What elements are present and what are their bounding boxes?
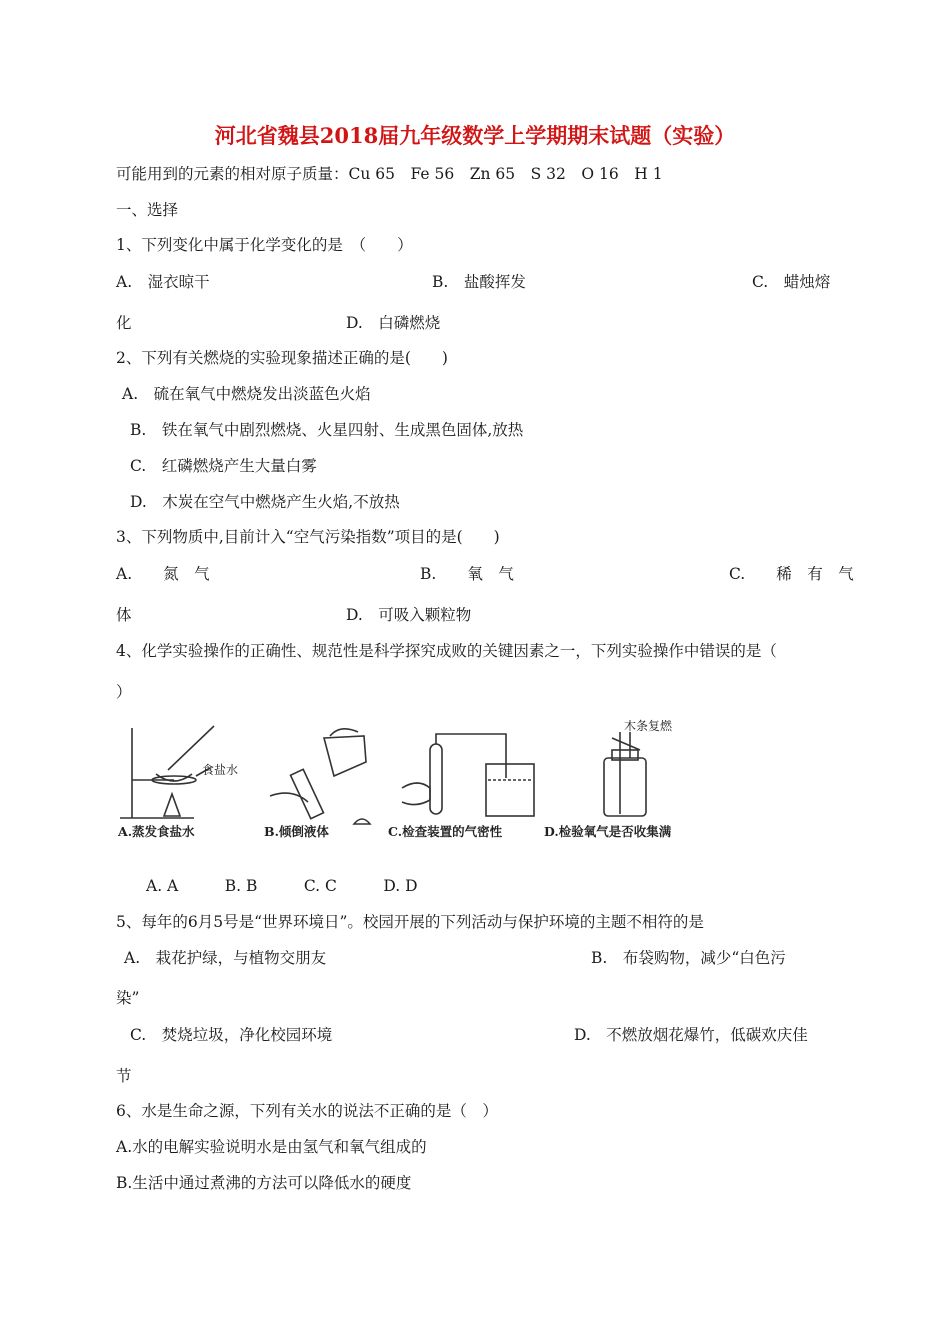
question-3-option-d: D. 可吸入颗粒物 xyxy=(346,606,472,624)
question-1-option-a: A. 湿衣晾干 xyxy=(116,273,210,291)
lab-operations-figure xyxy=(112,718,712,848)
page-title: 河北省魏县2018届九年级数学上学期期末试题（实验） xyxy=(214,123,736,148)
question-6-option-a: A.水的电解实验说明水是由氢气和氧气组成的 xyxy=(116,1138,427,1156)
question-5-option-d-continued: 节 xyxy=(116,1067,132,1085)
question-2-option-c: C. 红磷燃烧产生大量白雾 xyxy=(130,457,317,475)
question-5-option-a: A. 栽花护绿，与植物交朋友 xyxy=(124,949,327,967)
question-6-option-b: B.生活中通过煮沸的方法可以降低水的硬度 xyxy=(116,1174,412,1192)
question-2-stem: 2、下列有关燃烧的实验现象描述正确的是( ) xyxy=(116,349,448,367)
question-5-option-c: C. 焚烧垃圾，净化校园环境 xyxy=(130,1026,333,1044)
question-6-stem: 6、水是生命之源，下列有关水的说法不正确的是（ ） xyxy=(116,1102,498,1120)
question-4-stem: 4、化学实验操作的正确性、规范性是科学探究成败的关键因素之一，下列实验操作中错误的是（ xyxy=(116,642,777,660)
label-salt-water: 食盐水 xyxy=(202,763,239,777)
question-3-option-a: A. 氮 气 xyxy=(116,565,210,583)
question-3-option-b: B. 氧 气 xyxy=(420,565,514,583)
question-2-option-b: B. 铁在氧气中剧烈燃烧、火星四射、生成黑色固体,放热 xyxy=(130,421,524,439)
question-1-option-c-continued: 化 xyxy=(116,314,132,332)
atomic-masses-line: 可能用到的元素的相对原子质量：Cu 65 Fe 56 Zn 65 S 32 O 16 H 1 xyxy=(116,165,663,183)
question-2-option-d: D. 木炭在空气中燃烧产生火焰,不放热 xyxy=(130,493,400,511)
question-5-option-b-continued: 染” xyxy=(116,989,140,1007)
question-1-option-c: C. 蜡烛熔 xyxy=(752,273,831,291)
question-4-stem-continued: ） xyxy=(116,683,132,701)
question-3-stem: 3、下列物质中,目前计入“空气污染指数”项目的是( ) xyxy=(116,528,500,546)
question-5-stem: 5、每年的6月5号是“世界环境日”。校园开展的下列活动与保护环境的主题不相符的是 xyxy=(116,913,704,931)
caption-c: C.检查装置的气密性 xyxy=(388,824,503,839)
question-1-stem: 1、下列变化中属于化学变化的是 （ ） xyxy=(116,236,413,254)
question-3-option-c-continued: 体 xyxy=(116,606,132,624)
caption-a: A.蒸发食盐水 xyxy=(118,824,195,839)
question-1-option-d: D. 白磷燃烧 xyxy=(346,314,441,332)
caption-b: B.倾倒液体 xyxy=(264,824,329,839)
question-2-option-a: A. 硫在氧气中燃烧发出淡蓝色火焰 xyxy=(122,385,371,403)
label-splint-reignites: 木条复燃 xyxy=(624,719,673,733)
question-1-option-b: B. 盐酸挥发 xyxy=(432,273,526,291)
question-5-option-d: D. 不燃放烟花爆竹，低碳欢庆佳 xyxy=(574,1026,808,1044)
section-heading: 一、选择 xyxy=(116,201,179,219)
caption-d: D.检验氧气是否收集满 xyxy=(544,824,672,839)
question-5-option-b: B. 布袋购物，减少“白色污 xyxy=(591,949,786,967)
question-3-option-c: C. 稀 有 气 xyxy=(729,565,854,583)
question-4-options: A. A B. B C. C D. D xyxy=(146,877,418,895)
